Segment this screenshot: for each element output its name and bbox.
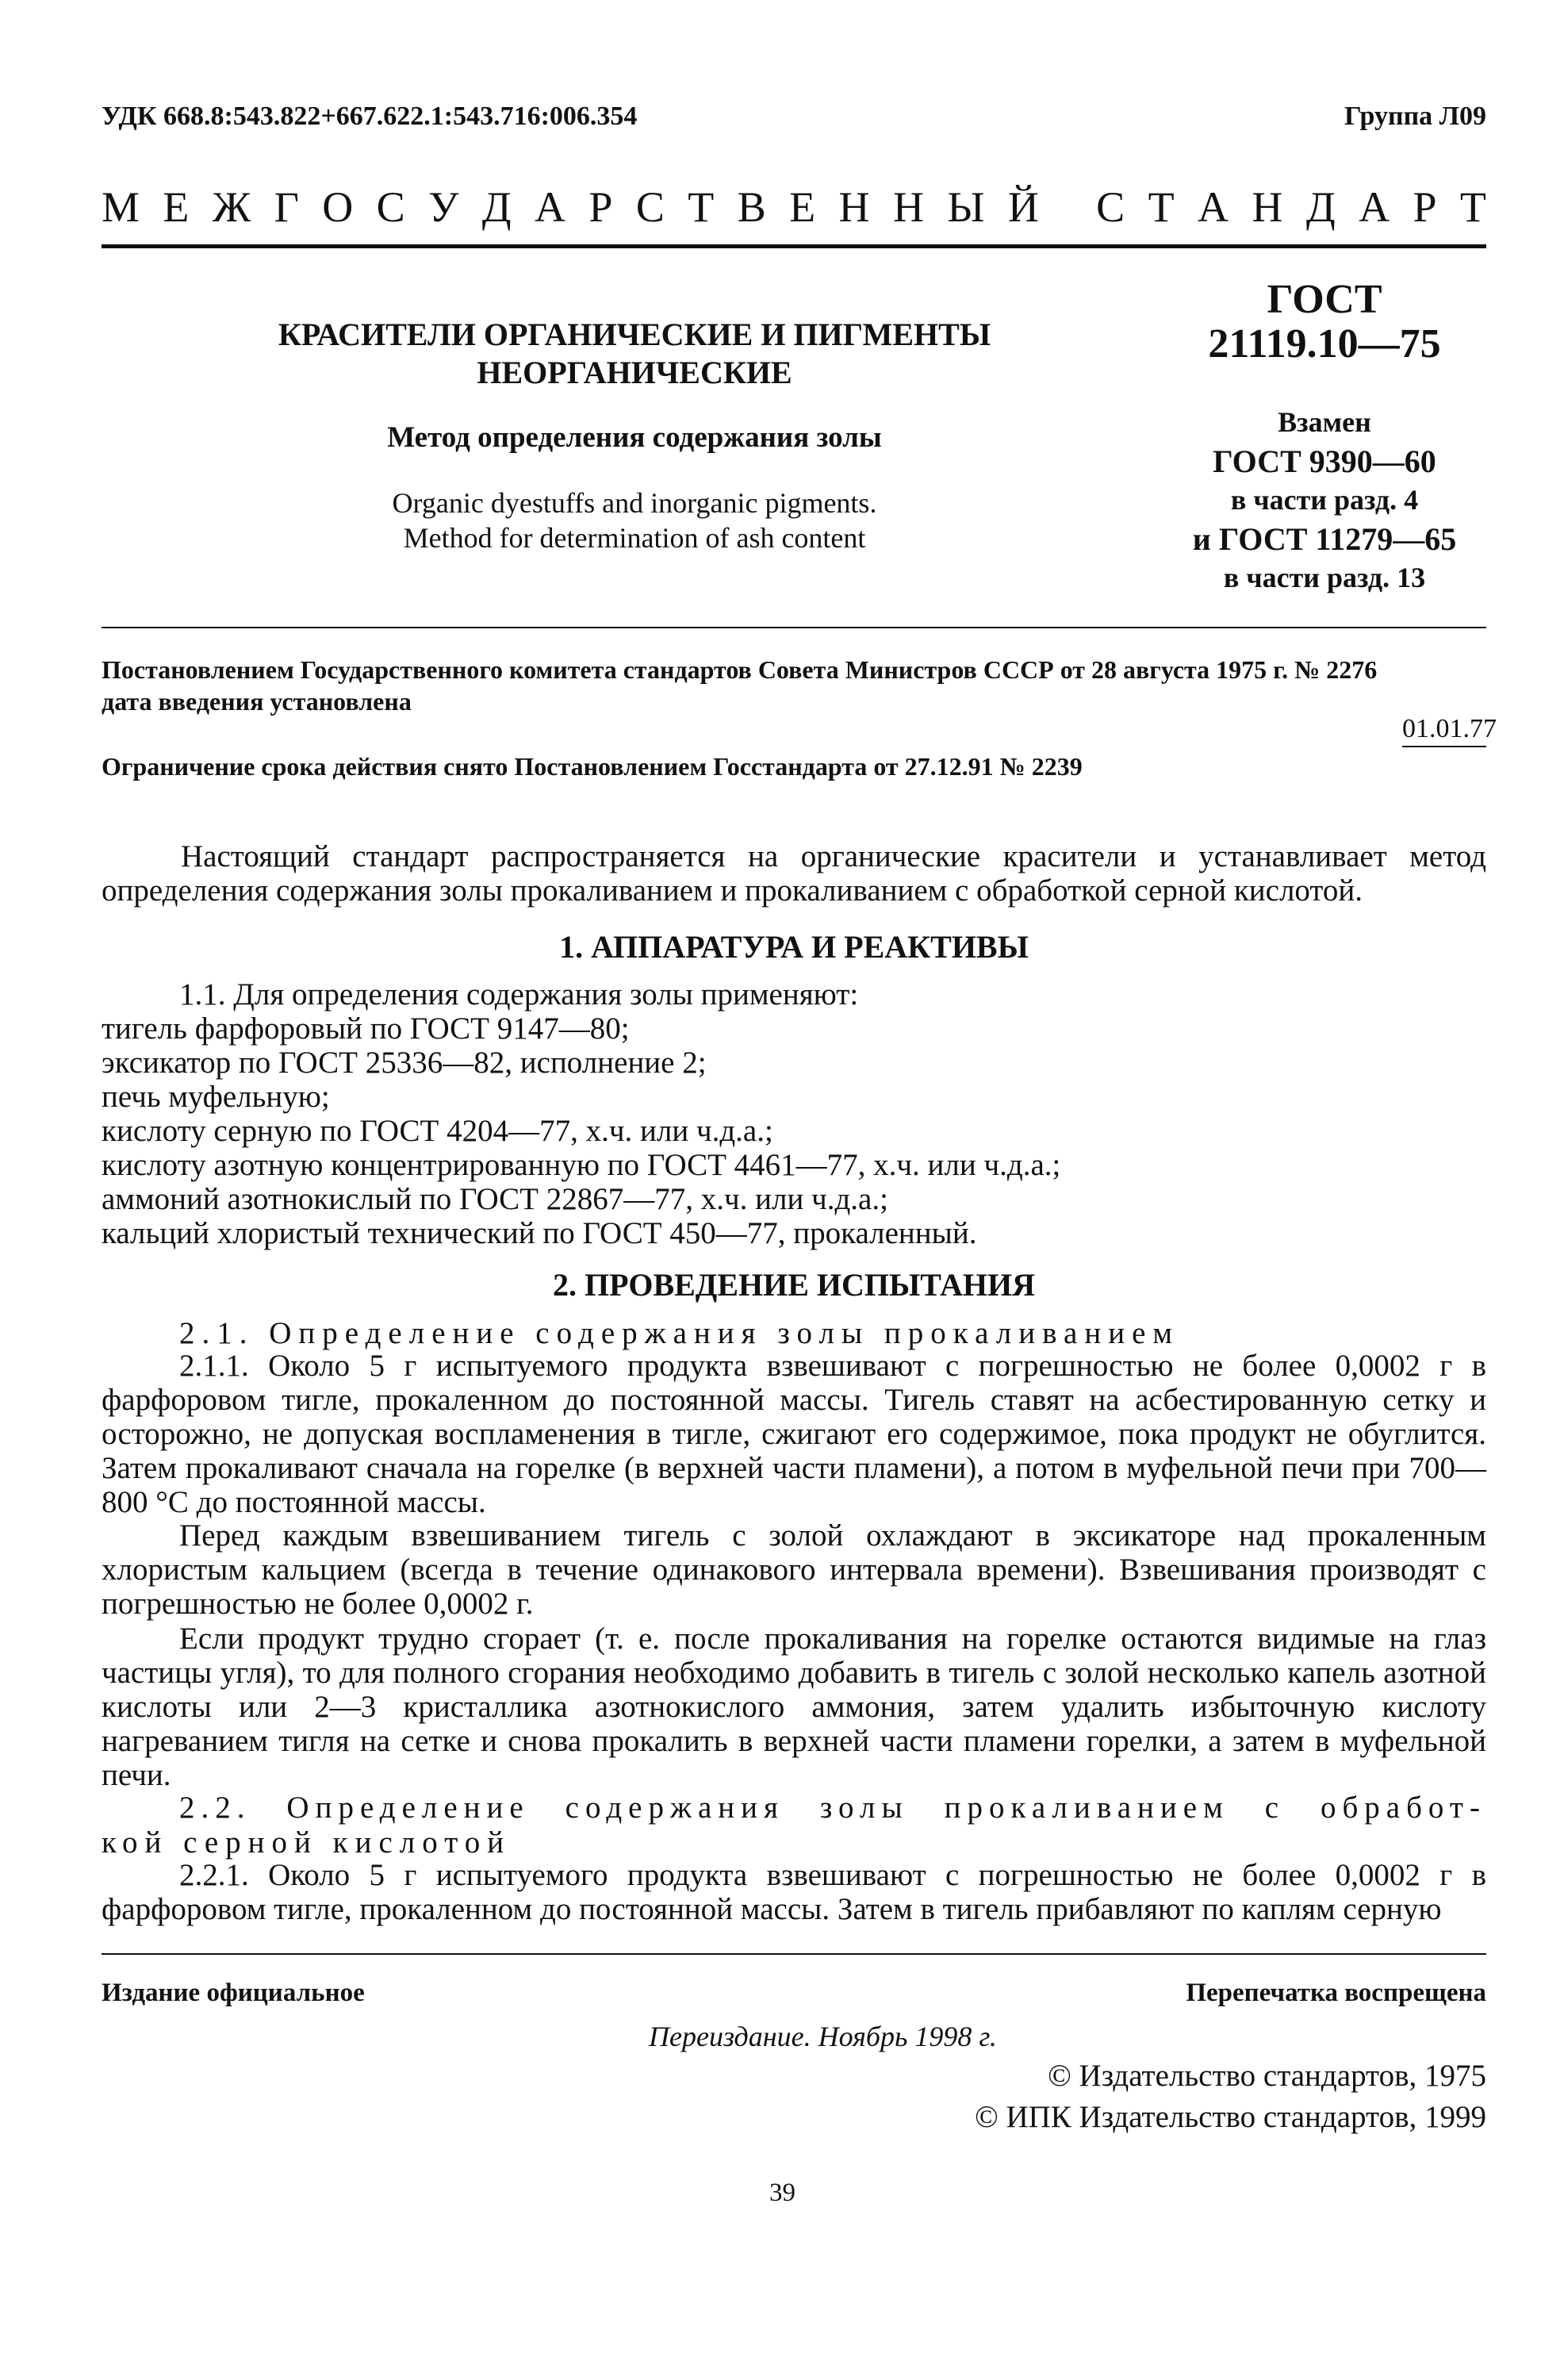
- list-item: эксикатор по ГОСТ 25336—82, исполнение 2;: [102, 1046, 707, 1080]
- replaces-gost-1-part: в части разд. 4: [1230, 484, 1419, 516]
- subsection-2-2-title: 2.2. Определение содержания золы прокаливанием с обработ-: [179, 1791, 1486, 1825]
- udk-code: УДК 668.8:543.822+667.622.1:543.716:006.354: [102, 102, 638, 131]
- footer-rule: [102, 1953, 1486, 1955]
- restriction-note: Ограничение срока действия снято Постановлением Госстандарта от 27.12.91 № 2239: [102, 752, 1083, 781]
- title-line-1: КРАСИТЕЛИ ОРГАНИЧЕСКИЕ И ПИГМЕНТЫ: [278, 317, 991, 352]
- title-rule: [102, 627, 1486, 628]
- intro-paragraph: Настоящий стандарт распространяется на органические красители и устанавливает метод определения содержания золы прокаливанием и прокаливанием с обработкой серной кислотой.: [102, 839, 1486, 908]
- copyright-1975: © Издательство стандартов, 1975: [1048, 2059, 1486, 2093]
- list-item: кислоту серную по ГОСТ 4204—77, х.ч. или ч.д.а.;: [102, 1114, 773, 1148]
- paragraph-2-2-1: 2.2.1. Около 5 г испытуемого продукта взвешивают с погрешностью не более 0,0002 г в фарфоровом тигле, прокаленном до постоянной массы. Затем в тигель прибавляют по каплям серную: [102, 1858, 1486, 1926]
- paragraph-2-1-1: 2.1.1. Около 5 г испытуемого продукта взвешивают с погрешностью не более 0,0002 г в фарфоровом тигле, прокаленном до постоянной массы. Тигель ставят на асбестированную сетку и осторожно, не допуская воспламенения в тигле, сжигают его содержимое, пока продукт не обуглится. Затем прокаливают сначала на горелке (в верхней части пламени), а потом в муфельной печи при 700—800 °С до постоянной массы.: [102, 1349, 1486, 1519]
- replaces-gost-1: ГОСТ 9390—60: [1213, 443, 1436, 479]
- list-item: 1.1. Для определения содержания золы применяют:: [179, 977, 859, 1012]
- english-title-line-2: Method for determination of ash content: [403, 522, 866, 554]
- english-title-line-1: Organic dyestuffs and inorganic pigments.: [392, 487, 877, 519]
- apparatus-list: [102, 977, 1061, 1250]
- replaces-gost-2: и ГОСТ 11279—65: [1192, 521, 1457, 557]
- subsection-2-2-title-cont: кой серной кислотой: [102, 1825, 512, 1860]
- page-number: 39: [769, 2178, 795, 2207]
- date-underline: [1402, 746, 1486, 747]
- paragraph-hard-burning: Если продукт трудно сгорает (т. е. после прокаливания на горелке остаются видимые на глаз частицы угля), то для полного сгорания необходимо добавить в тигель с золой несколько капель азотной кислоты или 2—3 кристаллика азотнокислого аммония, затем удалить избыточную кислоту нагреванием тигля на сетке и снова прокалить в верхней части пламени горелки, а затем в муфельной печи.: [102, 1622, 1486, 1792]
- gost-number: 21119.10—75: [1208, 321, 1441, 367]
- replaces-label: Взамен: [1278, 406, 1371, 438]
- introduction-date: 01.01.77: [1402, 714, 1497, 743]
- method-title: Метод определения содержания золы: [387, 421, 882, 454]
- list-item: аммоний азотнокислый по ГОСТ 22867—77, х.ч. или ч.д.а.;: [102, 1182, 888, 1216]
- list-item: кальций хлористый технический по ГОСТ 450—77, прокаленный.: [102, 1216, 977, 1250]
- list-item: кислоту азотную концентрированную по ГОСТ 4461—77, х.ч. или ч.д.а.;: [102, 1148, 1061, 1182]
- banner-rule: [102, 244, 1486, 248]
- group-code: Группа Л09: [1344, 102, 1486, 131]
- gost-designation: [1158, 278, 1491, 367]
- replaces-gost-2-part: в части разд. 13: [1223, 562, 1426, 593]
- subsection-2-1-title: 2.1. Определение содержания золы прокаливанием: [179, 1316, 1180, 1350]
- replaces-block: [1158, 403, 1491, 597]
- copyright-1999: © ИПК Издательство стандартов, 1999: [975, 2100, 1486, 2134]
- section-2-title: 2. ПРОВЕДЕНИЕ ИСПЫТАНИЯ: [553, 1267, 1035, 1303]
- reprint-forbidden: Перепечатка воспрещена: [1186, 1979, 1486, 2007]
- introduction-date-label: дата введения установлена: [102, 687, 412, 716]
- decree-line: Постановлением Государственного комитета стандартов Совета Министров СССР от 28 августа 1975 г. № 2276: [102, 655, 1378, 684]
- standard-title: [238, 316, 1031, 392]
- list-item: печь муфельную;: [102, 1080, 330, 1114]
- title-line-2: НЕОРГАНИЧЕСКИЕ: [477, 355, 792, 390]
- official-edition: Издание официальное: [102, 1979, 365, 2007]
- list-item: тигель фарфоровый по ГОСТ 9147—80;: [102, 1012, 630, 1046]
- standard-banner: М Е Ж Г О С У Д А Р С Т В Е Н Н Ы Й С Т А Н Д А Р Т: [102, 183, 1486, 231]
- paragraph-weighing: Перед каждым взвешиванием тигель с золой охлаждают в эксикаторе над прокаленным хлористым кальцием (всегда в течение одинакового интервала времени). Взвешивания производят с погрешностью не более 0,0002 г.: [102, 1518, 1486, 1621]
- section-1-title: 1. АППАРАТУРА И РЕАКТИВЫ: [559, 929, 1029, 965]
- english-title: [238, 486, 1031, 555]
- reissue-note: Переиздание. Ноябрь 1998 г.: [649, 2021, 997, 2052]
- gost-label: ГОСТ: [1267, 277, 1382, 322]
